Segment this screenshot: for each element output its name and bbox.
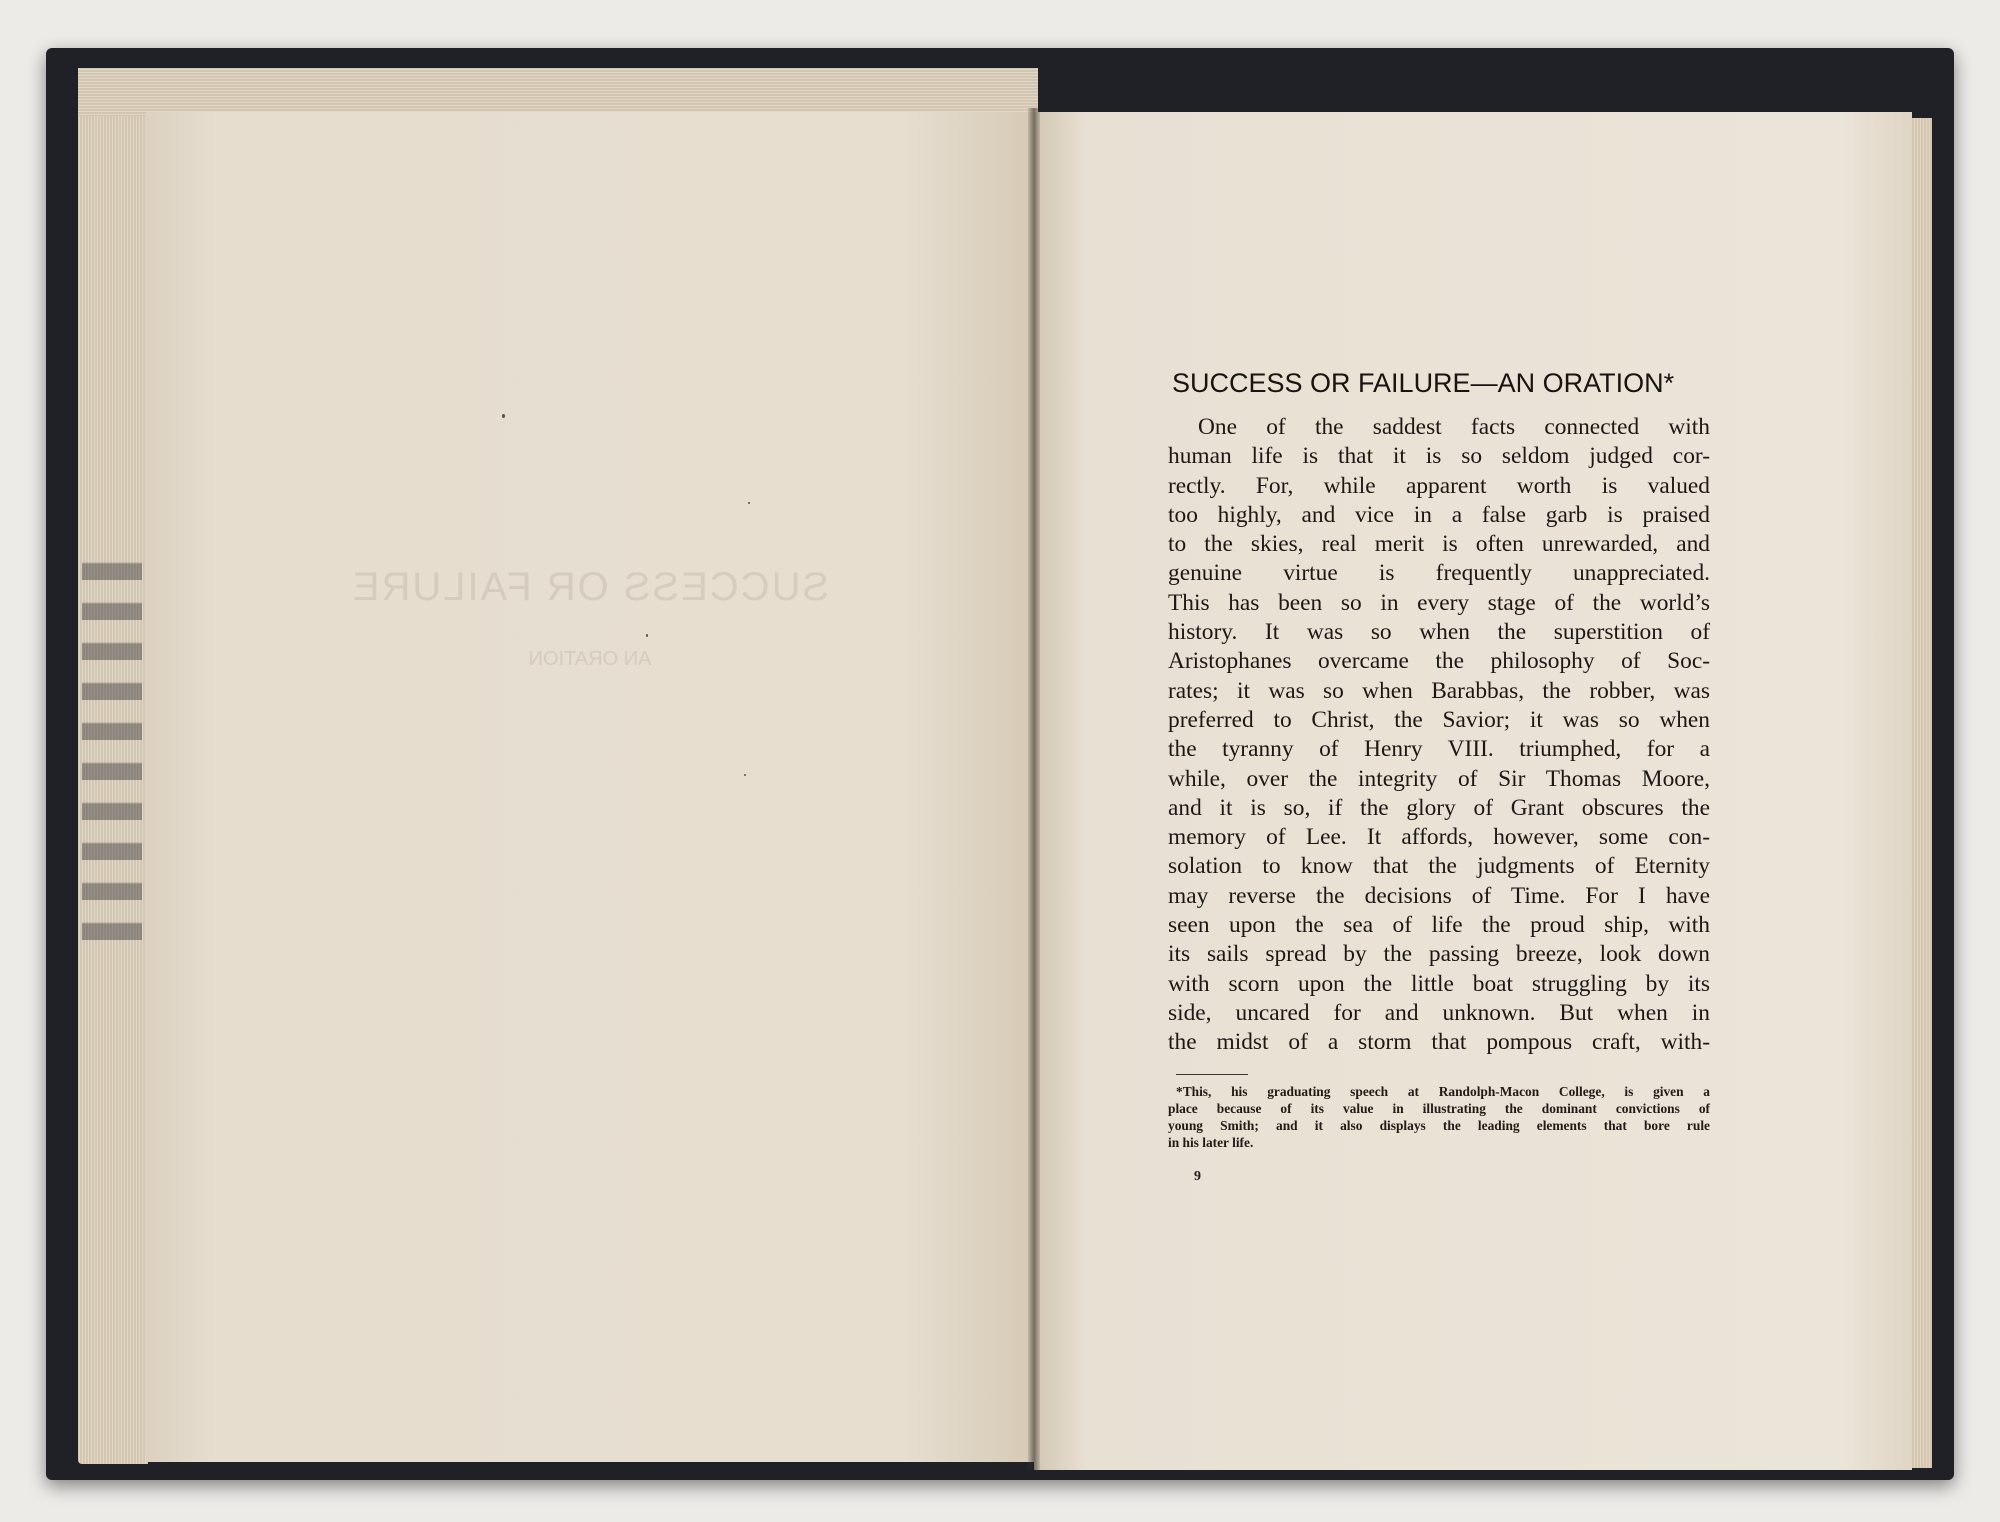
text-line: solation to know that the judgments of Eternity [1168,853,1710,880]
left-page [146,112,1034,1462]
footnote-rule [1176,1074,1248,1075]
text-line: the midst of a storm that pompous craft, with- [1168,1029,1710,1056]
paper-speck [748,502,750,504]
text-line: side, uncared for and unknown. But when in [1168,999,1710,1026]
text-line: may reverse the decisions of Time. For I have [1168,882,1710,909]
right-page-text [1168,368,1710,1185]
page-edges-right [1910,118,1932,1468]
text-line: preferred to Christ, the Savior; it was so when [1168,706,1710,733]
text-line: the tyranny of Henry VIII. triumphed, for a [1168,736,1710,763]
page-edges-top [78,68,1038,116]
page-number: 9 [1194,1168,1201,1184]
text-line: seen upon the sea of life the proud ship, with [1168,912,1710,939]
spine-label-marks [82,540,142,960]
text-line: genuine virtue is frequently unappreciated. [1168,560,1710,587]
footnote-line: place because of its value in illustrating the dominant convictions of [1168,1100,1710,1116]
paper-speck [502,414,505,418]
paper-speck [744,774,746,776]
text-line: This has been so in every stage of the world’s [1168,589,1710,616]
text-line: human life is that it is so seldom judged cor- [1168,443,1710,470]
show-through-subtitle: AN ORATION [528,648,652,670]
text-line: and it is so, if the glory of Grant obscures the [1168,794,1710,821]
page-title: SUCCESS OR FAILURE—AN ORATION* [1172,368,1675,398]
text-line: too highly, and vice in a false garb is praised [1168,501,1710,528]
text-line: Aristophanes overcame the philosophy of Soc- [1168,648,1710,675]
body-text [1168,413,1710,1058]
text-line: One of the saddest facts connected with [1198,414,1710,440]
show-through-title: SUCCESS OR FAILURE [350,565,830,609]
text-line: history. It was so when the superstition of [1168,619,1710,646]
footnote [1168,1083,1710,1151]
text-line: with scorn upon the little boat struggling by its [1168,970,1710,997]
footnote-line: in his later life. [1168,1134,1254,1150]
text-line: its sails spread by the passing breeze, look down [1168,941,1710,968]
footnote-line: *This, his graduating speech at Randolph-Macon College, is given a [1176,1083,1710,1099]
show-through-text [146,565,1034,671]
text-line: rectly. For, while apparent worth is valued [1168,472,1710,499]
text-line: while, over the integrity of Sir Thomas Moore, [1168,765,1710,792]
paper-speck [646,634,648,637]
footnote-line: young Smith; and it also displays the leading elements that bore rule [1168,1117,1710,1133]
text-line: to the skies, real merit is often unrewarded, and [1168,531,1710,558]
book-gutter [1028,108,1040,1470]
text-line: rates; it was so when Barabbas, the robber, was [1168,677,1710,704]
text-line: memory of Lee. It affords, however, some con- [1168,824,1710,851]
